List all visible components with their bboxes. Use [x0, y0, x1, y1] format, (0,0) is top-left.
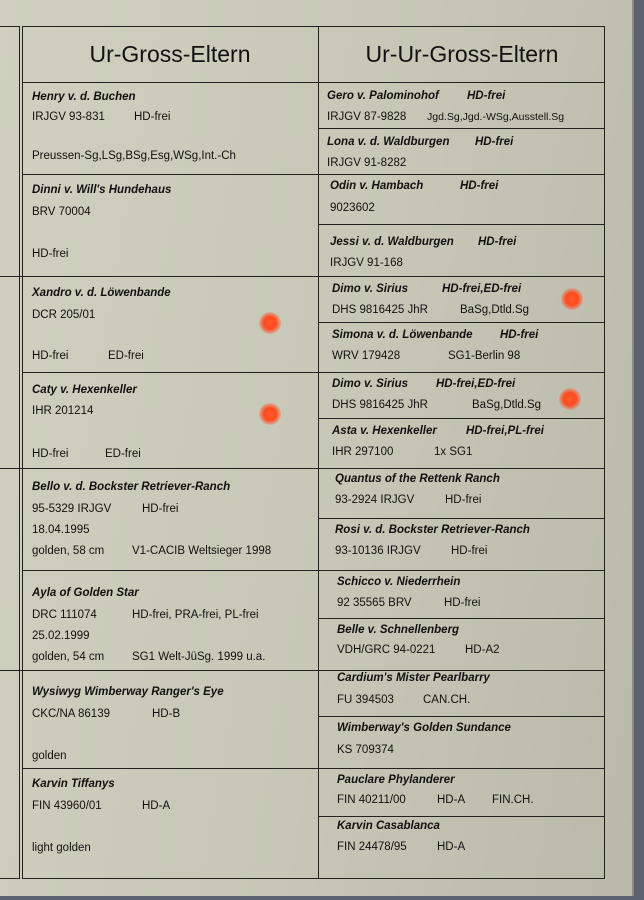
- health-hd: HD-frei: [32, 350, 69, 362]
- dog-name: Simona v. d. Löwenbande: [332, 329, 473, 341]
- dog-name: Gero v. Palominohof: [327, 90, 439, 102]
- titles: BaSg,Dtld.Sg: [472, 399, 542, 411]
- registration: WRV 179428: [332, 350, 401, 362]
- registration: IHR 297100: [332, 446, 394, 458]
- ggg-entry-cardium: [337, 670, 602, 716]
- health: HD-A2: [465, 644, 500, 656]
- health: HD-frei: [478, 236, 517, 248]
- ggg-entry-wimberway-sundance: [337, 716, 602, 768]
- registration: IRJGV 87-9828: [327, 111, 407, 123]
- dog-name: Cardium's Mister Pearlbarry: [337, 672, 490, 684]
- health: HD-A: [437, 794, 466, 806]
- dog-name: Wimberway's Golden Sundance: [337, 722, 511, 734]
- registration: DHS 9816425 JhR: [332, 304, 428, 316]
- health: HD-frei: [460, 180, 499, 192]
- registration: IRJGV 91-8282: [327, 157, 407, 169]
- health: HD-frei,ED-frei: [442, 283, 522, 295]
- ggg-entry-jessi: [330, 224, 602, 276]
- registration: IRJGV 91-168: [330, 257, 403, 269]
- ggg-entry-pauclare: [337, 768, 602, 816]
- dog-name: Quantus of the Rettenk Ranch: [335, 473, 500, 485]
- dog-name: Wysiwyg Wimberway Ranger's Eye: [32, 686, 224, 698]
- dog-name: Karvin Tiffanys: [32, 778, 115, 790]
- gg-entry-karvin-tiffanys: [32, 768, 314, 878]
- gg-entry-bello: [32, 468, 314, 570]
- dog-name: Ayla of Golden Star: [32, 587, 139, 599]
- color: light golden: [32, 842, 91, 854]
- dog-name: Xandro v. d. Löwenbande: [32, 287, 171, 299]
- health: HD-frei: [467, 90, 506, 102]
- health: HD-frei: [142, 503, 179, 515]
- birth-date: 18.04.1995: [32, 524, 90, 536]
- ggg-entry-asta: [332, 418, 602, 468]
- ggg-entry-gero: [327, 82, 602, 128]
- ggg-entry-simona: [332, 322, 602, 372]
- gg-entry-dinni: [32, 174, 312, 276]
- health: HD-frei,ED-frei: [436, 378, 516, 390]
- health: HD-A: [142, 800, 171, 812]
- health: HD-frei: [451, 545, 488, 557]
- ggg-entry-karvin-casablanca: [337, 816, 602, 876]
- ggg-entry-lona: [327, 128, 602, 174]
- health-ed: ED-frei: [105, 448, 141, 460]
- registration: IHR 201214: [32, 405, 94, 417]
- dog-name: Bello v. d. Bockster Retriever-Ranch: [32, 481, 231, 493]
- dog-name: Karvin Casablanca: [337, 820, 440, 832]
- ggg-entry-odin: [330, 174, 602, 224]
- dog-name: Caty v. Hexenkeller: [32, 384, 137, 396]
- dog-name: Belle v. Schnellenberg: [337, 624, 460, 636]
- birth-date: 25.02.1999: [32, 630, 90, 642]
- registration: VDH/GRC 94-0221: [337, 644, 436, 656]
- health: HD-frei: [134, 111, 171, 123]
- registration: DHS 9816425 JhR: [332, 399, 428, 411]
- health: HD-frei: [444, 597, 481, 609]
- registration: 9023602: [330, 202, 375, 214]
- marker-dot: [559, 388, 581, 410]
- registration: BRV 70004: [32, 206, 91, 218]
- registration: FIN 43960/01: [32, 800, 102, 812]
- previous-generation-column: [0, 26, 20, 879]
- health: HD-frei: [32, 248, 69, 260]
- gg-entry-henry: [32, 82, 312, 174]
- color: golden: [32, 750, 67, 762]
- titles: SG1 Welt-JüSg. 1999 u.a.: [132, 651, 266, 663]
- titles: FIN.CH.: [492, 794, 534, 806]
- dog-name: Asta v. Hexenkeller: [332, 425, 437, 437]
- health: HD-frei: [500, 329, 539, 341]
- registration: DCR 205/01: [32, 309, 96, 321]
- dog-name: Lona v. d. Waldburgen: [327, 136, 450, 148]
- gg-entry-ayla: [32, 570, 314, 670]
- titles: Preussen-Sg,LSg,BSg,Esg,WSg,Int.-Ch: [32, 150, 236, 162]
- dog-name: Rosi v. d. Bockster Retriever-Ranch: [335, 524, 530, 536]
- dog-name: Dinni v. Will's Hundehaus: [32, 184, 172, 196]
- color-size: golden, 58 cm: [32, 545, 105, 557]
- health: HD-frei: [445, 494, 482, 506]
- dog-name: Dimo v. Sirius: [332, 378, 409, 390]
- dog-name: Dimo v. Sirius: [332, 283, 409, 295]
- titles: BaSg,Dtld.Sg: [460, 304, 530, 316]
- registration: FIN 40211/00: [337, 794, 406, 806]
- titles: 1x SG1: [434, 446, 473, 458]
- registration: DRC 111074: [32, 609, 97, 621]
- health: HD-frei, PRA-frei, PL-frei: [132, 609, 259, 621]
- health: HD-frei,PL-frei: [466, 425, 544, 437]
- registration: IRJGV 93-831: [32, 111, 105, 123]
- registration: 93-2924 IRJGV: [335, 494, 415, 506]
- titles: SG1-Berlin 98: [448, 350, 521, 362]
- header-great-great-grandparents: Ur-Ur-Gross-Eltern: [365, 40, 559, 67]
- ggg-entry-rosi: [335, 518, 602, 570]
- ggg-entry-belle: [337, 618, 602, 670]
- registration: 92 35565 BRV: [337, 597, 412, 609]
- marker-dot: [259, 403, 281, 425]
- titles: CAN.CH.: [423, 694, 471, 706]
- titles: V1-CACIB Weltsieger 1998: [132, 545, 272, 557]
- marker-dot: [259, 312, 281, 334]
- header-great-grandparents: Ur-Gross-Eltern: [89, 40, 251, 67]
- titles: Jgd.Sg,Jgd.-WSg,Ausstell.Sg: [427, 111, 565, 123]
- registration: 93-10136 IRJGV: [335, 545, 421, 557]
- color-size: golden, 54 cm: [32, 651, 105, 663]
- dog-name: Jessi v. d. Waldburgen: [330, 236, 454, 248]
- marker-dot: [561, 288, 583, 310]
- ggg-entry-schicco: [337, 570, 602, 618]
- dog-name: Odin v. Hambach: [330, 180, 424, 192]
- health: HD-B: [152, 708, 181, 720]
- health-hd: HD-frei: [32, 448, 69, 460]
- dog-name: Pauclare Phylanderer: [337, 774, 455, 786]
- registration: FU 394503: [337, 694, 394, 706]
- gg-entry-wysiwyg: [32, 670, 314, 768]
- dog-name: Schicco v. Niederrhein: [337, 576, 461, 588]
- registration: FIN 24478/95: [337, 841, 407, 853]
- registration: CKC/NA 86139: [32, 708, 110, 720]
- registration: 95-5329 IRJGV: [32, 503, 112, 515]
- dog-name: Henry v. d. Buchen: [32, 91, 136, 103]
- registration: KS 709374: [337, 744, 394, 756]
- health: HD-A: [437, 841, 466, 853]
- health-ed: ED-frei: [108, 350, 144, 362]
- ggg-entry-quantus: [335, 468, 602, 518]
- health: HD-frei: [475, 136, 514, 148]
